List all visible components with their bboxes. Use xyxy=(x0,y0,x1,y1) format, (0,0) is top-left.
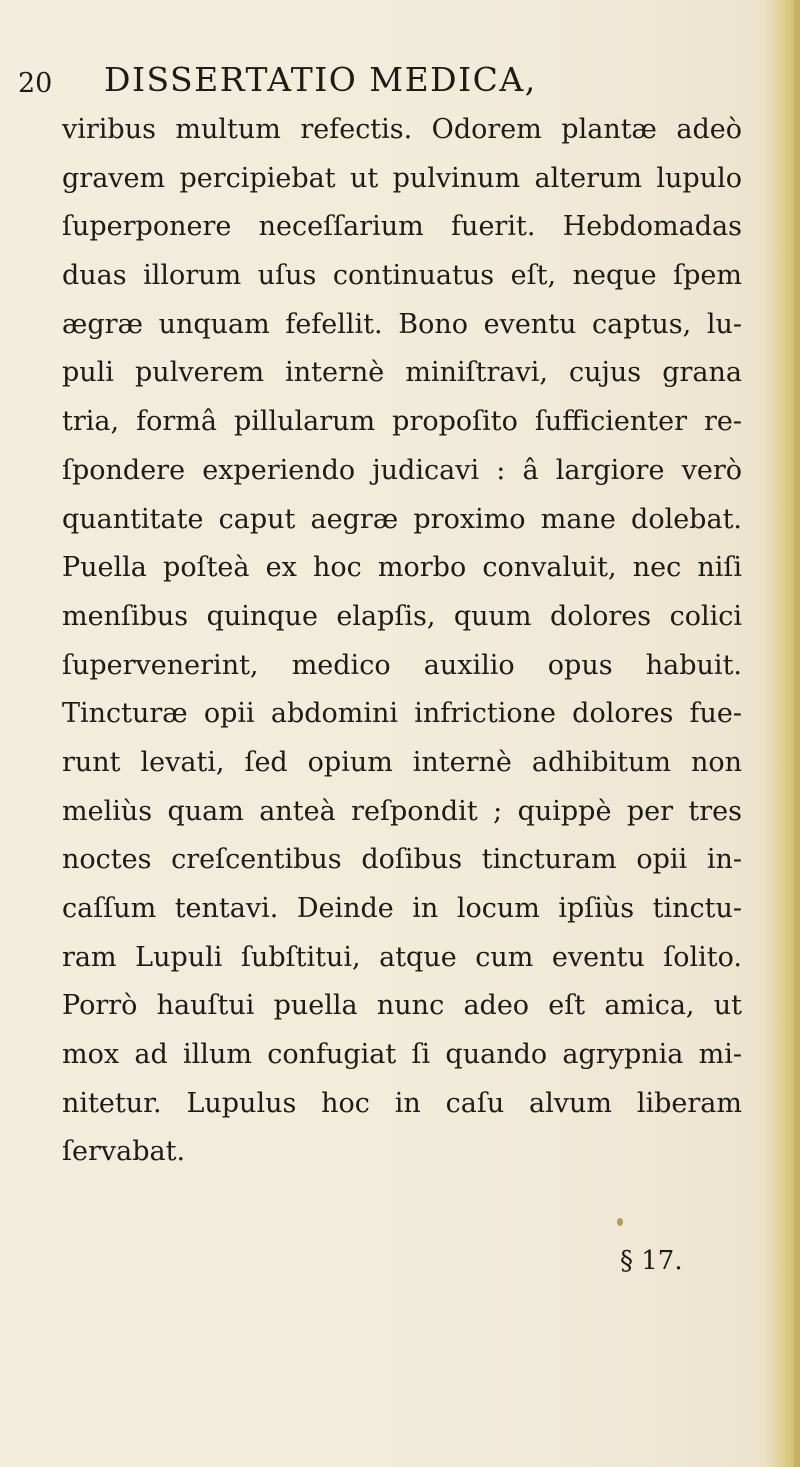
text-line: menſibus quinque elapſis, quum dolores colici xyxy=(62,600,742,632)
running-head: DISSERTATIO MEDICA, xyxy=(104,60,537,99)
page-edge-shadow xyxy=(794,0,800,1467)
catchword: § 17. xyxy=(620,1246,683,1276)
text-line: ſupervenerint, medico auxilio opus habuit. xyxy=(62,649,742,681)
page-header xyxy=(18,58,758,108)
text-line: caſſum tentavi. Deinde in locum ipſiùs tinctu- xyxy=(62,893,742,924)
body-text xyxy=(62,106,742,1177)
page-number: 20 xyxy=(18,68,53,99)
text-line: mox ad illum confugiat ſi quando agrypnia mi- xyxy=(62,1039,742,1071)
text-line: nitetur. Lupulus hoc in caſu alvum liberam xyxy=(62,1087,742,1119)
text-line: quantitate caput aegræ proximo mane dolebat. xyxy=(62,503,742,535)
text-line: ram Lupuli ſubſtitui, atque cum eventu ſolito. xyxy=(62,941,742,973)
text-line: ſuperponere neceſſarium fuerit. Hebdomadas xyxy=(62,211,742,243)
text-line: meliùs quam anteà reſpondit ; quippè per tres xyxy=(62,795,742,827)
text-line: noctes creſcentibus doſibus tincturam opii in- xyxy=(62,844,742,876)
text-line: Puella poſteà ex hoc morbo convaluit, nec niſi xyxy=(62,552,742,584)
ink-speck xyxy=(617,1218,623,1226)
text-line: Porrò hauſtui puella nunc adeo eſt amica, ut xyxy=(62,990,742,1022)
text-line: runt levati, ſed opium internè adhibitum non xyxy=(62,746,742,778)
text-line: tria, formâ pillularum propoſito ſufficienter re- xyxy=(62,406,742,438)
text-line: ſervabat. xyxy=(62,1136,186,1168)
text-line: ſpondere experiendo judicavi : â largiore verò xyxy=(62,454,742,486)
text-line: ægræ unquam fefellit. Bono eventu captus, lu- xyxy=(62,308,742,340)
text-line: duas illorum uſus continuatus eſt, neque ſpem xyxy=(62,260,742,292)
text-line: puli pulverem internè miniſtravi, cujus grana xyxy=(62,357,742,389)
text-line: Tincturæ opii abdomini infrictione dolores fue- xyxy=(62,698,742,730)
text-line: gravem percipiebat ut pulvinum alterum lupulo xyxy=(62,162,742,194)
text-line: viribus multum refectis. Odorem plantæ adeò xyxy=(62,114,742,145)
